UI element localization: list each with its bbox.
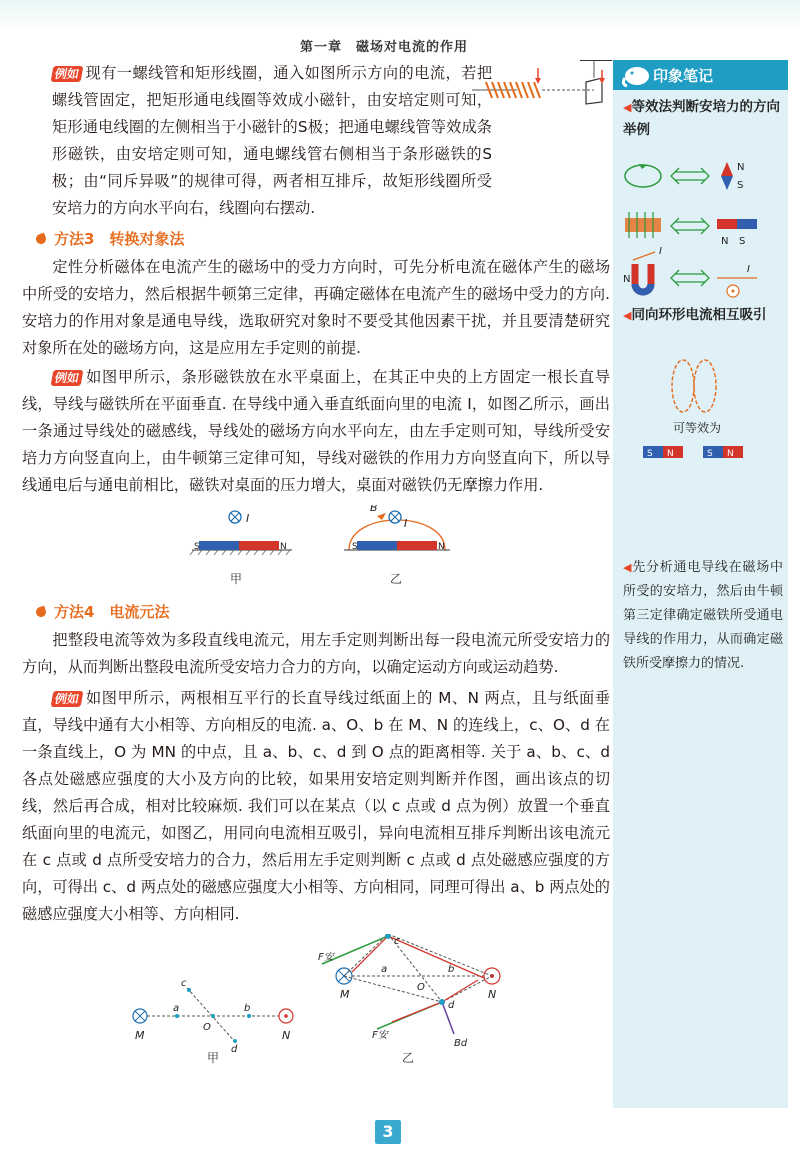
label-I-left: I — [246, 512, 250, 525]
label-N-left: N — [282, 1029, 291, 1042]
notes-sidebar — [613, 60, 788, 1108]
label-N-left: N — [280, 542, 287, 552]
elephant-icon — [619, 62, 653, 88]
label-c-right: c — [394, 936, 400, 947]
side-equiv-text: 可等效为 — [673, 421, 722, 435]
example-badge: 例如 — [51, 66, 84, 82]
side-S-2: S — [739, 236, 746, 247]
top-band — [0, 0, 800, 30]
magnet-figure — [22, 505, 610, 597]
magnet-n-right — [397, 541, 437, 550]
side-S-5: S — [707, 449, 713, 459]
label-B: B — [370, 505, 378, 514]
sidebar-header — [613, 60, 788, 90]
label-F-bottom: F安 — [372, 1030, 388, 1041]
side-I-2: I — [747, 264, 750, 275]
leaf-icon — [35, 233, 48, 246]
side-N-3: N — [623, 274, 631, 285]
label-b-right: b — [448, 964, 455, 975]
label-I-right: I — [404, 517, 408, 530]
triangle-icon: ◀ — [623, 561, 633, 574]
label-c-left: c — [181, 978, 187, 989]
sidebar-heading-2 — [623, 304, 783, 327]
magnet-s-right — [357, 541, 397, 550]
label-F-top: F安 — [318, 952, 334, 963]
magnet-s-left — [199, 541, 239, 550]
sidebar-note-text: 先分析通电导线在磁场中所受的安培力，然后由牛顿第三定律确定磁铁所受通电导线的作用力，从而确定磁铁所受摩擦力的情况. — [623, 560, 783, 671]
triangle-icon: ◀ — [623, 101, 632, 114]
label-S-right: S — [352, 542, 358, 552]
triangle-icon: ◀ — [623, 309, 632, 322]
caption3-right: 乙 — [402, 1051, 415, 1064]
method-3-heading — [36, 226, 610, 252]
label-S-left: S — [194, 542, 200, 552]
label-a-left: a — [173, 1003, 180, 1014]
method-3-title: 方法3 转换对象法 — [54, 230, 185, 248]
side-N-4: N — [667, 449, 674, 459]
example-1-text: 现有一螺线管和矩形线圈，通入如图所示方向的电流，若把螺线管固定，把矩形通电线圈等效成小磁针，由安培定则可知，矩形通电线圈的左侧相当于小磁针的S极；把通电螺线管等效成条形磁铁，由安培定则可知，通电螺线管右侧相当于条形磁铁的S极；由“同斥异吸”的规律可得，两者相互排斥，故矩形线圈所受安培力的方向水平向右，线圈向右摆动. — [52, 64, 492, 217]
label-M-right: M — [340, 988, 350, 1001]
sidebar-loop-diagram — [621, 356, 781, 476]
example-2-text: 如图甲所示，条形磁铁放在水平桌面上，在其正中央的上方固定一根长直导线，导线与磁铁所在平面垂直. 在导线中通入垂直纸面向里的电流 I，如图乙所示，画出一条通过导线处的磁感线，导线处的磁场方向水平向左，由左手定则可知，导线所受安培力方向竖直向上，由牛顿第三定律可知，导线对磁铁的作用力方向竖直向下，所以导线通电后与通电前相比，磁铁对桌面的压力增大，桌面对磁铁仍无摩擦力作用. — [22, 368, 610, 494]
example-3 — [22, 685, 610, 928]
magnet-n-left — [239, 541, 279, 550]
side-S-4: S — [647, 449, 653, 459]
sidebar-heading-1 — [623, 96, 783, 141]
caption-left: 甲 — [230, 572, 243, 586]
sidebar-heading-2-text: 同向环形电流相互吸引 — [631, 307, 767, 323]
chapter-header: 第一章 磁场对电流的作用 — [300, 40, 469, 55]
label-M-left: M — [135, 1029, 145, 1042]
method-4-title: 方法4 电流元法 — [54, 603, 170, 621]
sidebar-equivalence-diagram — [621, 156, 781, 306]
example-1 — [22, 60, 610, 222]
label-N-right: N — [488, 988, 497, 1001]
sidebar-title: 印象笔记 — [653, 67, 714, 85]
label-O-left: O — [203, 1022, 211, 1033]
method-3-text: 定性分析磁体在电流产生的磁场中的受力方向时，可先分析电流在磁体产生的磁场中所受的安培力，然后根据牛顿第三定律，再确定磁体在电流产生的磁场中受力的方向. 安培力的作用对象是通电导线，选取研究对象时不要受其他因素干扰，并且要清楚研究对象所在处的磁场方向，这是应用左手定则的前提. — [22, 258, 610, 357]
solenoid-coil — [486, 82, 540, 98]
sidebar-heading-1-text: 等效法判断安培力的方向举例 — [623, 99, 780, 138]
example-badge: 例如 — [51, 370, 84, 386]
method-4-heading — [36, 599, 610, 625]
main-content — [22, 60, 610, 1064]
caption3-left: 甲 — [207, 1051, 220, 1064]
side-I-1: I — [659, 246, 662, 257]
sidebar-note — [623, 556, 783, 676]
leaf-icon — [35, 606, 48, 619]
solenoid-figure — [472, 60, 612, 120]
caption-right: 乙 — [390, 572, 403, 586]
label-N-right: N — [438, 542, 445, 552]
example-3-text: 如图甲所示，两根相互平行的长直导线过纸面上的 M、N 两点，且与纸面垂直，导线中通有大小相等、方向相反的电流. a、O、b 在 M、N 的连线上，c、O、d 在一条直线上，O 为 MN 的中点，且 a、b、c、d 到 O 点的距离相等. 关于 a、b、c、d 各点处磁感应强度的大小及方向的比较，如果用安培定则判断并作图，画出该点的切线，然后再合成，相对比较麻烦. 我们可以在某点（以 c 点或 d 点为例）放置一个垂直纸面向里的电流元，如图乙，用同向电流相互吸引，异向电流相互排斥判断出该电流元在 c 点或 d 点所受安培力的合力，然后用左手定则判断 c 点或 d 点处磁感应强度的方向，可得出 c、d 两点处的磁感应强度大小相等、方向相同，同理可得出 a、b 两点处的磁感应强度大小相等、方向相同. — [22, 689, 610, 923]
label-d-left: d — [231, 1044, 238, 1055]
label-O-right: O — [417, 982, 425, 993]
side-N-5: N — [727, 449, 734, 459]
side-N-1: N — [737, 162, 745, 173]
method-4-text: 把整段电流等效为多段直线电流元，用左手定则判断出每一段电流元所受安培力的方向，从而判断出整段电流所受安培力合力的方向，以确定运动方向或运动趋势. — [22, 631, 610, 676]
label-a-right: a — [381, 964, 388, 975]
example-badge: 例如 — [51, 691, 84, 707]
label-b-left: b — [244, 1003, 251, 1014]
wires-diagram — [22, 934, 610, 1064]
label-d-right: d — [448, 1000, 455, 1011]
example-2 — [22, 364, 610, 499]
page-number: 3 — [375, 1120, 401, 1144]
wires-figure — [22, 934, 610, 1064]
label-Bd: Bd — [454, 1038, 468, 1049]
side-S-1: S — [737, 180, 744, 191]
side-N-2: N — [721, 236, 729, 247]
magnet-diagram — [22, 505, 610, 597]
